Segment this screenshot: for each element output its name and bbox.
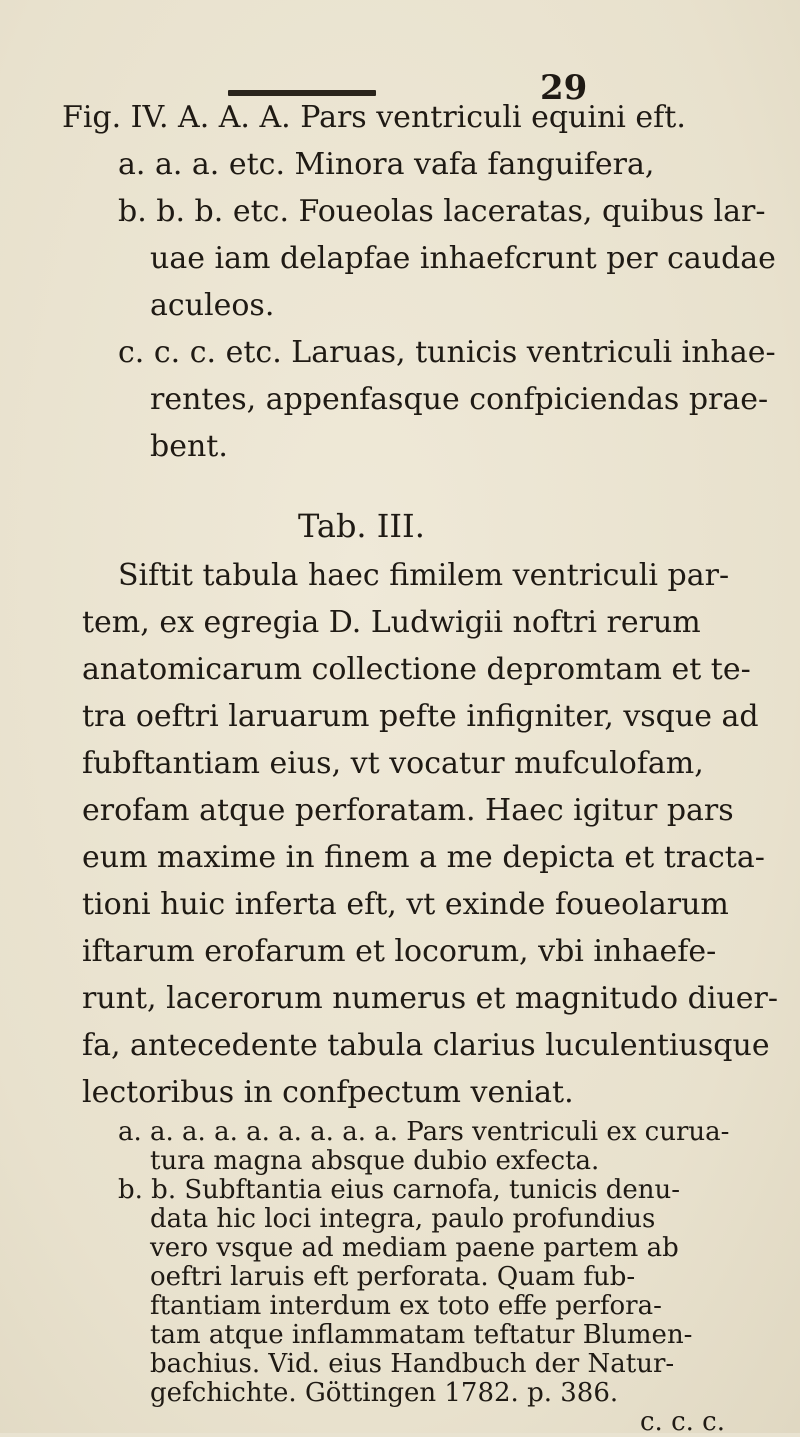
text-line: tura magna absque dubio exfecta. — [150, 1146, 600, 1176]
text-line: fa, antecedente tabula clarius luculentiusque — [82, 1028, 770, 1063]
text-line: b. b. Subftantia eius carnofa, tunicis denu- — [118, 1175, 681, 1205]
text-line: fubftantiam eius, vt vocatur mufculofam, — [82, 746, 704, 781]
text-line: oeftri laruis eft perforata. Quam fub- — [150, 1262, 636, 1292]
text-line: tam atque inflammatam teftatur Blumen- — [150, 1320, 693, 1350]
text-line: a. a. a. etc. Minora vafa fanguifera, — [118, 147, 655, 182]
text-line: anatomicarum collectione depromtam et te- — [82, 652, 751, 687]
text-line: lectoribus in confpectum veniat. — [82, 1075, 574, 1110]
text-line: tioni huic inferta eft, vt exinde foueolarum — [82, 887, 729, 922]
text-line: runt, lacerorum numerus et magnitudo diuer- — [82, 981, 778, 1016]
header-rule — [228, 90, 376, 96]
text-line: ftantiam interdum ex toto effe perfora- — [150, 1291, 662, 1321]
text-line: bent. — [150, 429, 228, 464]
text-line: Siftit tabula haec fimilem ventriculi par- — [118, 558, 730, 593]
text-line: gefchichte. Göttingen 1782. p. 386. — [150, 1378, 619, 1408]
text-line: eum maxime in finem a me depicta et tracta- — [82, 840, 765, 875]
text-line: tem, ex egregia D. Ludwigii noftri rerum — [82, 605, 701, 640]
label-line: c. c. c. — [640, 1407, 726, 1437]
text-line: b. b. b. etc. Foueolas laceratas, quibus lar- — [118, 194, 766, 229]
page-number: 29 — [540, 68, 588, 108]
text-line: iftarum erofarum et locorum, vbi inhaefe- — [82, 934, 717, 969]
figure-heading: Fig. IV. A. A. A. Pars ventriculi equini eft. — [62, 100, 686, 135]
text-line: uae iam delapfae inhaefcrunt per caudae — [150, 241, 776, 276]
text-line: rentes, appenfasque confpiciendas prae- — [150, 382, 769, 417]
text-line: c. c. c. etc. Laruas, tunicis ventriculi inhae- — [118, 335, 776, 370]
section-heading: Tab. III. — [298, 507, 425, 545]
text-line: vero vsque ad mediam paene partem ab — [150, 1233, 679, 1263]
text-line: data hic loci integra, paulo profundius — [150, 1204, 656, 1234]
text-line: a. a. a. a. a. a. a. a. a. Pars ventriculi ex curua- — [118, 1117, 730, 1147]
text-line: tra oeftri laruarum pefte infigniter, vsque ad — [82, 699, 759, 734]
text-line: bachius. Vid. eius Handbuch der Natur- — [150, 1349, 675, 1379]
text-line: aculeos. — [150, 288, 275, 323]
text-line: erofam atque perforatam. Haec igitur pars — [82, 793, 734, 828]
